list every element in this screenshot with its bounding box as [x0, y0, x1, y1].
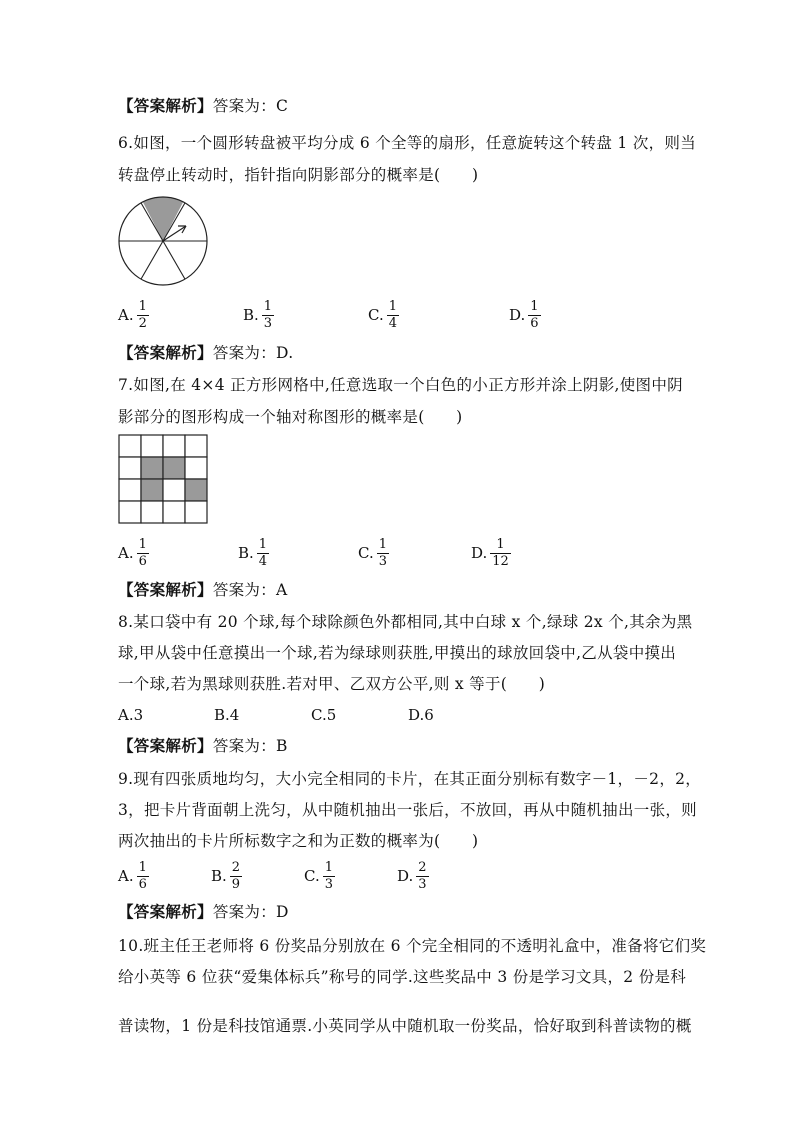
- question-8-options: [118, 700, 448, 730]
- answer-text: 答案为：B: [212, 737, 288, 755]
- denominator: 3: [378, 553, 387, 569]
- answer-text: 答案为：D: [212, 903, 289, 921]
- answer-label: 【答案解析】: [118, 581, 213, 599]
- grid-cell: [163, 435, 185, 457]
- grid-cell: [141, 435, 163, 457]
- option-a[interactable]: [118, 858, 149, 894]
- numerator: 1: [378, 536, 387, 552]
- option-letter: D.: [509, 306, 526, 324]
- grid-cell-shaded: [163, 457, 185, 479]
- option-letter: A.: [118, 867, 134, 885]
- option-a[interactable]: [118, 535, 149, 571]
- option-letter: B.: [238, 544, 254, 562]
- question-7-line-2: 影部分的图形构成一个轴对称图形的概率是( ): [118, 408, 463, 426]
- question-9-line-3: 两次抽出的卡片所标数字之和为正数的概率为( ): [118, 832, 479, 850]
- question-7-line-1: 7.如图,在 4×4 正方形网格中,任意选取一个白色的小正方形并涂上阴影,使图中阴: [118, 376, 683, 394]
- fraction: [262, 300, 274, 331]
- denominator: 3: [263, 315, 273, 331]
- grid-cell: [119, 501, 141, 523]
- option-b[interactable]: B.4: [214, 706, 240, 724]
- grid-cell: [185, 457, 207, 479]
- question-6-line-2: 转盘停止转动时，指针指向阴影部分的概率是( ): [118, 166, 479, 184]
- question-10-line-2: 给小英等 6 位获“爱集体标兵”称号的同学.这些奖品中 3 份是学习文具，2 份是科: [118, 968, 687, 986]
- question-6-options: [118, 297, 578, 333]
- question-6-line-1: 6.如图，一个圆形转盘被平均分成 6 个全等的扇形，任意旋转这个转盘 1 次，则当: [118, 134, 697, 152]
- option-d[interactable]: [397, 858, 429, 894]
- question-10-line-1: 10.班主任王老师将 6 份奖品分别放在 6 个完全相同的不透明礼盒中，准备将它们奖: [118, 937, 707, 955]
- answer-label: 【答案解析】: [118, 903, 213, 921]
- option-letter: D.: [471, 544, 488, 562]
- grid-cell: [163, 479, 185, 501]
- option-c[interactable]: [358, 535, 389, 571]
- answer-line-7: [118, 578, 288, 600]
- question-10-line-3: 普读物，1 份是科技馆通票.小英同学从中随机取一份奖品，恰好取到科普读物的概: [118, 1017, 692, 1035]
- denominator: 12: [492, 553, 509, 569]
- option-d[interactable]: [509, 297, 541, 333]
- fraction: [528, 300, 540, 331]
- option-a[interactable]: [118, 297, 149, 333]
- grid-figure: [118, 434, 210, 524]
- option-c[interactable]: [368, 297, 399, 333]
- fraction: [377, 538, 389, 569]
- numerator: 1: [263, 298, 273, 314]
- question-8-line-3: 一个球,若为黑球则获胜.若对甲、乙双方公平,则 x 等于( ): [118, 675, 546, 693]
- option-c[interactable]: [304, 858, 335, 894]
- numerator: 1: [496, 536, 505, 552]
- answer-label: 【答案解析】: [118, 344, 213, 362]
- fraction: [137, 538, 149, 569]
- answer-line-9: [118, 900, 289, 922]
- option-letter: B.: [243, 306, 259, 324]
- answer-line-8: [118, 734, 288, 756]
- spinner-divider: [141, 241, 163, 279]
- fraction: [416, 861, 428, 892]
- fraction: [490, 538, 511, 569]
- question-8-line-1: 8.某口袋中有 20 个球,每个球除颜色外都相同,其中白球 x 个,绿球 2x 个,其余为黑: [118, 613, 693, 631]
- grid-cell: [119, 435, 141, 457]
- arrow-head-icon: [178, 226, 186, 233]
- fraction: [137, 861, 149, 892]
- option-letter: C.: [304, 867, 320, 885]
- grid-cell: [185, 435, 207, 457]
- option-letter: C.: [368, 306, 384, 324]
- option-letter: D.: [397, 867, 414, 885]
- option-d[interactable]: D.6: [408, 706, 434, 724]
- numerator: 2: [231, 859, 241, 875]
- option-d[interactable]: [471, 535, 511, 571]
- denominator: 2: [138, 315, 147, 331]
- denominator: 4: [388, 315, 397, 331]
- spinner-divider: [163, 241, 185, 279]
- denominator: 3: [418, 876, 427, 892]
- numerator: 1: [258, 536, 268, 552]
- option-letter: A.: [118, 306, 134, 324]
- numerator: 1: [138, 536, 147, 552]
- answer-label: 【答案解析】: [118, 97, 213, 115]
- grid-cell-shaded: [185, 479, 207, 501]
- grid-cell: [119, 457, 141, 479]
- option-b[interactable]: [211, 858, 242, 894]
- fraction: [323, 861, 335, 892]
- numerator: 1: [388, 298, 397, 314]
- option-letter: B.: [211, 867, 227, 885]
- numerator: 1: [324, 859, 333, 875]
- numerator: 2: [418, 859, 427, 875]
- denominator: 4: [258, 553, 268, 569]
- fraction: [387, 300, 399, 331]
- denominator: 6: [138, 553, 147, 569]
- fraction: [257, 538, 269, 569]
- question-9-line-2: 3，把卡片背面朝上洗匀，从中随机抽出一张后，不放回，再从中随机抽出一张，则: [118, 801, 697, 819]
- answer-text: 答案为：A: [212, 581, 288, 599]
- option-letter: A.: [118, 544, 134, 562]
- grid-cell: [119, 479, 141, 501]
- grid-cell: [141, 501, 163, 523]
- grid-cell-shaded: [141, 457, 163, 479]
- answer-text: 答案为：D.: [212, 344, 294, 362]
- answer-text: 答案为：C: [212, 97, 289, 115]
- question-8-line-2: 球,甲从袋中任意摸出一个球,若为绿球则获胜,甲摸出的球放回袋中,乙从袋中摸出: [118, 644, 677, 662]
- grid-cell-shaded: [141, 479, 163, 501]
- denominator: 6: [530, 315, 539, 331]
- answer-line-5: [118, 94, 288, 116]
- denominator: 3: [324, 876, 333, 892]
- denominator: 9: [231, 876, 241, 892]
- question-7-options: [118, 535, 518, 571]
- question-9-options: [118, 858, 448, 894]
- option-c[interactable]: C.5: [311, 706, 337, 724]
- option-a[interactable]: A.3: [118, 706, 144, 724]
- spinner-figure: [118, 196, 208, 286]
- denominator: 6: [138, 876, 147, 892]
- numerator: 1: [138, 859, 147, 875]
- fraction: [137, 300, 149, 331]
- question-9-line-1: 9.现有四张质地均匀，大小完全相同的卡片，在其正面分别标有数字－1，－2，2，: [118, 770, 702, 788]
- option-letter: C.: [358, 544, 374, 562]
- spinner-shaded-sector: [143, 197, 183, 241]
- numerator: 1: [138, 298, 147, 314]
- answer-label: 【答案解析】: [118, 737, 213, 755]
- grid-cell: [185, 501, 207, 523]
- numerator: 1: [530, 298, 539, 314]
- answer-line-6: [118, 341, 293, 363]
- grid-cell: [163, 501, 185, 523]
- option-b[interactable]: [243, 297, 274, 333]
- option-b[interactable]: [238, 535, 269, 571]
- fraction: [230, 861, 242, 892]
